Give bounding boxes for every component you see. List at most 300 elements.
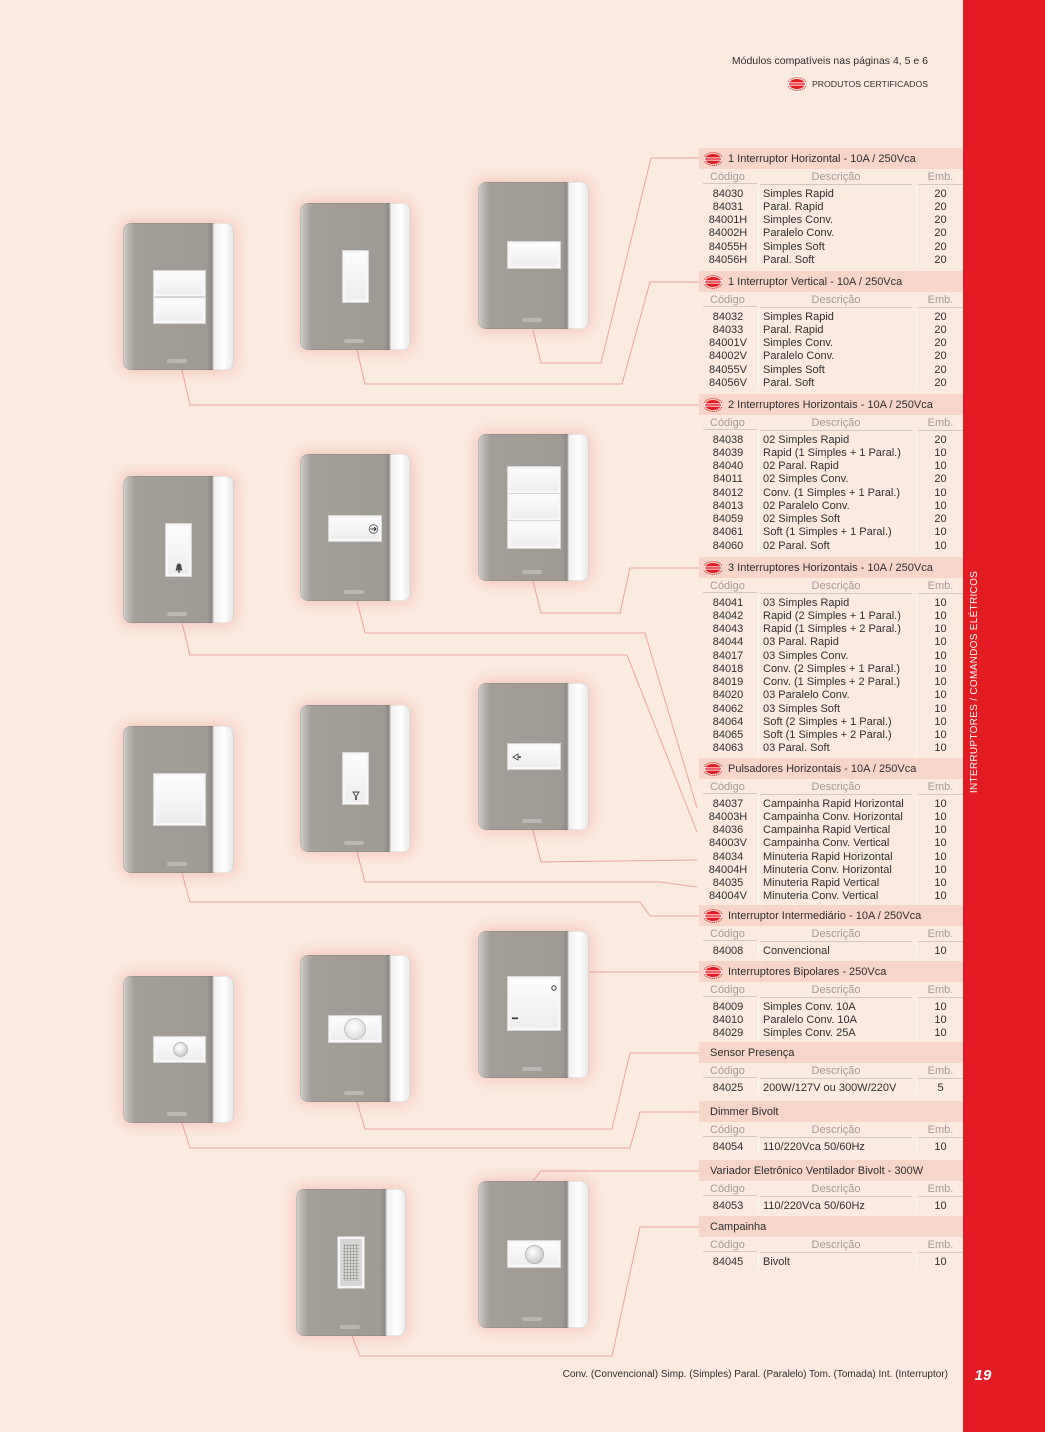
product-description: Simples Rapid: [763, 310, 834, 323]
table-row: [699, 350, 963, 363]
product-code: 84064: [712, 715, 744, 728]
pack-quantity: 20: [934, 227, 947, 240]
product-code: 84011: [713, 473, 743, 486]
section-header: [699, 557, 963, 578]
pack-quantity: 10: [934, 1027, 947, 1039]
product-description: 03 Simples Rapid: [763, 596, 850, 609]
pack-quantity: 10: [934, 499, 947, 512]
product-description: 03 Paral. Rapid: [763, 636, 839, 649]
section-title: 1 Interruptor Horizontal - 10A / 250Vca: [728, 152, 916, 165]
brand-mark-icon: [522, 1317, 542, 1321]
column-header-pack: Emb.: [918, 1124, 963, 1138]
product-code: 84032: [712, 310, 744, 323]
pack-quantity: 10: [934, 460, 947, 472]
pack-quantity: 10: [934, 1255, 947, 1268]
product-table: [699, 1101, 963, 1154]
column-header-pack: Emb.: [918, 781, 963, 795]
connector-line: [182, 370, 699, 405]
column-header-code: Código: [703, 1065, 757, 1078]
plate-intermediate-switch: [123, 726, 234, 873]
connector-line: [182, 623, 697, 832]
product-description: 02 Paralelo Conv.: [763, 499, 850, 512]
brand-mark-icon: [344, 590, 364, 594]
section-header: [699, 905, 963, 926]
table-row: [699, 1001, 963, 1014]
product-code: 84013: [712, 499, 744, 512]
table-row: [699, 337, 963, 350]
column-header-row: [699, 1122, 963, 1139]
column-header-pack: Emb.: [918, 294, 963, 308]
plate-horizontal-pushbutton: [300, 454, 411, 601]
product-code: 84001H: [708, 214, 748, 226]
product-table: [699, 1160, 963, 1213]
connector-line: [357, 852, 697, 887]
section-header: [699, 961, 963, 982]
pack-quantity: 10: [934, 526, 947, 539]
pack-quantity: 20: [934, 433, 947, 446]
product-code: 84043: [712, 623, 744, 635]
product-code: 84033: [712, 323, 744, 336]
table-row: [699, 254, 963, 267]
column-header-code: Código: [703, 294, 757, 307]
product-description: 02 Paral. Soft: [763, 539, 830, 552]
pack-quantity: 10: [934, 636, 947, 649]
table-row: [699, 890, 963, 903]
knob-icon: [525, 1245, 544, 1264]
column-header-pack: Emb.: [918, 580, 963, 594]
product-description: 02 Simples Soft: [763, 513, 841, 525]
pack-quantity: 20: [934, 240, 947, 253]
certification-seal-icon: [703, 398, 723, 412]
brand-mark-icon: [340, 1325, 360, 1329]
plate-horizontal-timer-button: [478, 683, 589, 830]
pack-quantity: 20: [934, 253, 947, 266]
product-code: 84060: [712, 539, 744, 552]
table-row: [699, 636, 963, 649]
product-code: 84004V: [709, 890, 747, 903]
pack-quantity: 10: [934, 810, 947, 823]
pack-quantity: 10: [934, 609, 947, 622]
product-code: 84065: [712, 729, 744, 741]
column-header-row: [699, 1063, 963, 1080]
column-header-pack: Emb.: [918, 928, 963, 942]
pack-quantity: 10: [934, 623, 947, 635]
pack-quantity: 20: [934, 310, 947, 323]
column-header-pack: Emb.: [918, 1065, 963, 1079]
table-row: [699, 597, 963, 610]
table-row: [699, 864, 963, 877]
switch-module: [507, 241, 561, 269]
product-code: 84062: [712, 702, 744, 715]
pack-quantity: 20: [934, 473, 947, 486]
table-row: [699, 650, 963, 663]
product-code: 84039: [712, 446, 744, 459]
table-row: [699, 460, 963, 473]
section-header: [699, 1160, 963, 1181]
product-description: 03 Simples Conv.: [763, 649, 849, 662]
product-code: 84010: [712, 1013, 744, 1026]
product-description: Convencional: [763, 944, 830, 957]
pack-quantity: 10: [934, 596, 947, 609]
plate-vertical-pushbutton: [123, 476, 234, 623]
product-code: 84035: [712, 877, 744, 889]
table-row: [699, 311, 963, 324]
column-header-pack: Emb.: [918, 1239, 963, 1253]
brand-mark-icon: [167, 1112, 187, 1116]
section-title: 3 Interruptores Horizontais - 10A / 250Vca: [728, 561, 933, 574]
table-row: [699, 663, 963, 676]
product-code: 84056V: [709, 376, 747, 389]
column-header-row: [699, 169, 963, 186]
product-table: [699, 557, 963, 756]
product-table: [699, 271, 963, 390]
table-body: [699, 796, 963, 904]
table-row: [699, 798, 963, 811]
switch-module: [507, 520, 561, 549]
lamp-icon: [512, 753, 522, 761]
product-code: 84056H: [708, 253, 748, 266]
product-description: Paralelo Conv. 10A: [763, 1013, 857, 1026]
column-header-code: Código: [703, 1239, 757, 1252]
pack-quantity: 5: [937, 1081, 944, 1094]
product-code: 84059: [712, 513, 744, 525]
product-description: Rapid (1 Simples + 2 Paral.): [763, 623, 901, 635]
product-code: 84003H: [708, 810, 748, 823]
pack-quantity: 10: [934, 689, 947, 702]
certification-seal-icon: [703, 152, 723, 166]
brand-mark-icon: [522, 819, 542, 823]
product-description: Soft (2 Simples + 1 Paral.): [763, 715, 892, 728]
section-title: Sensor Presença: [710, 1046, 795, 1059]
table-row: [699, 837, 963, 850]
pack-quantity: 10: [934, 446, 947, 459]
column-header-description: Descrição: [760, 1183, 912, 1197]
table-row: [699, 716, 963, 729]
table-row: [699, 742, 963, 755]
product-description: Campainha Conv. Vertical: [763, 837, 890, 850]
table-row: [699, 1027, 963, 1040]
product-description: 03 Paralelo Conv.: [763, 689, 850, 702]
product-table: [699, 905, 963, 958]
section-header: [699, 758, 963, 779]
table-body: [699, 1080, 963, 1095]
product-description: Simples Conv.: [763, 337, 834, 349]
product-code: 84002H: [708, 227, 748, 240]
column-header-description: Descrição: [760, 294, 912, 308]
product-table: [699, 758, 963, 904]
pushbutton-module: [165, 523, 192, 577]
table-row: [699, 729, 963, 742]
table-body: [699, 999, 963, 1040]
plate-presence-sensor: [300, 955, 411, 1102]
pack-quantity: 20: [934, 350, 947, 363]
pack-quantity: 10: [934, 676, 947, 688]
pack-quantity: 10: [934, 649, 947, 662]
table-row: [699, 610, 963, 623]
product-code: 84054: [712, 1140, 744, 1153]
column-header-description: Descrição: [760, 781, 912, 795]
plate-two-horizontal-switches: [123, 223, 234, 370]
dimmer-module: [153, 1036, 206, 1063]
switch-module: [153, 297, 206, 324]
table-body: [699, 1254, 963, 1269]
pushbutton-module: [342, 752, 369, 805]
product-description: Conv. (2 Simples + 1 Paral.): [763, 662, 901, 675]
pack-quantity: 20: [934, 337, 947, 349]
table-row: [699, 945, 963, 958]
brand-mark-icon: [344, 1091, 364, 1095]
table-row: [699, 227, 963, 240]
product-description: Bivolt: [763, 1255, 790, 1268]
plate-dimmer: [123, 976, 234, 1123]
pack-quantity: 10: [934, 797, 947, 810]
pack-quantity: 20: [934, 187, 947, 200]
certification-seal-icon: [703, 275, 723, 289]
product-description: Conv. (1 Simples + 1 Paral.): [763, 486, 901, 499]
table-body: [699, 595, 963, 756]
section-header: [699, 1101, 963, 1122]
column-header-code: Código: [703, 580, 757, 593]
column-header-row: [699, 1237, 963, 1254]
product-description: Minuteria Rapid Vertical: [763, 877, 880, 889]
sensor-dome-icon: [344, 1018, 366, 1040]
table-row: [699, 434, 963, 447]
certification-seal-icon: [703, 762, 723, 776]
pack-quantity: 20: [934, 214, 947, 226]
table-row: [699, 540, 963, 553]
abbreviations-legend: Conv. (Convencional) Simp. (Simples) Paral. (Paralelo) Tom. (Tomada) Int. (Interruptor): [562, 1369, 948, 1380]
product-code: 84036: [712, 824, 744, 836]
pack-quantity: 10: [934, 877, 947, 889]
product-code: 84019: [712, 676, 744, 688]
table-row: [699, 241, 963, 254]
section-title: Campainha: [710, 1220, 767, 1233]
product-description: Simples Conv. 25A: [763, 1027, 856, 1039]
table-row: [699, 487, 963, 500]
table-body: [699, 943, 963, 958]
pack-quantity: 10: [934, 715, 947, 728]
section-header: [699, 148, 963, 169]
pack-quantity: 10: [934, 1140, 947, 1153]
side-tab-label: INTERRUPTORES / COMANDOS ELÉTRICOS: [969, 570, 980, 794]
pack-quantity: 10: [934, 729, 947, 741]
column-header-row: [699, 926, 963, 943]
pack-quantity: 10: [934, 702, 947, 715]
product-code: 84045: [712, 1255, 744, 1268]
column-header-row: [699, 982, 963, 999]
column-header-code: Código: [703, 417, 757, 430]
table-row: [699, 500, 963, 513]
column-header-description: Descrição: [760, 1239, 912, 1253]
product-description: Simples Conv. 10A: [763, 1000, 856, 1013]
column-header-pack: Emb.: [918, 171, 963, 185]
section-header: [699, 1216, 963, 1237]
pack-quantity: 20: [934, 200, 947, 213]
column-header-description: Descrição: [760, 984, 912, 998]
plate-vertical-timer-button: [300, 705, 411, 852]
table-row: [699, 689, 963, 702]
pack-quantity: 10: [934, 662, 947, 675]
section-header: [699, 1042, 963, 1063]
brand-mark-icon: [167, 359, 187, 363]
product-code: 84029: [712, 1027, 744, 1039]
plate-bipolar-switch: [478, 931, 589, 1078]
product-code: 84001V: [709, 337, 747, 349]
switch-module: [342, 250, 369, 303]
certification-seal-icon: [703, 561, 723, 575]
table-row: [699, 447, 963, 460]
pack-quantity: 10: [934, 742, 947, 755]
table-row: [699, 473, 963, 486]
connector-line: [182, 873, 699, 916]
brand-mark-icon: [522, 570, 542, 574]
column-header-code: Código: [703, 928, 757, 941]
column-header-code: Código: [703, 1183, 757, 1196]
brand-mark-icon: [167, 862, 187, 866]
certification-seal-icon: [787, 77, 807, 91]
table-row: [699, 201, 963, 214]
column-header-row: [699, 292, 963, 309]
product-code: 84055V: [709, 363, 747, 376]
pack-quantity: 10: [934, 1000, 947, 1013]
product-description: 200W/127V ou 300W/220V: [763, 1081, 897, 1094]
product-table: [699, 148, 963, 267]
knob-icon: [173, 1042, 188, 1057]
table-row: [699, 513, 963, 526]
product-description: Simples Rapid: [763, 187, 834, 200]
column-header-description: Descrição: [760, 580, 912, 594]
product-description: Soft (1 Simples + 1 Paral.): [763, 526, 892, 539]
sensor-module: [328, 1015, 382, 1043]
product-code: 84009: [712, 1000, 744, 1013]
product-code: 84037: [712, 797, 744, 810]
pack-quantity: 20: [934, 513, 947, 525]
section-title: 2 Interruptores Horizontais - 10A / 250Vca: [728, 398, 933, 411]
column-header-description: Descrição: [760, 1065, 912, 1079]
table-row: [699, 811, 963, 824]
lamp-icon: [352, 791, 360, 801]
column-header-code: Código: [703, 171, 757, 184]
certification-seal-icon: [703, 965, 723, 979]
pack-quantity: 10: [934, 539, 947, 552]
arrow-icon: [368, 524, 379, 534]
product-description: Minuteria Rapid Horizontal: [763, 850, 893, 863]
product-code: 84055H: [708, 240, 748, 253]
brand-mark-icon: [344, 339, 364, 343]
table-row: [699, 877, 963, 890]
brand-mark-icon: [167, 612, 187, 616]
section-header: [699, 271, 963, 292]
product-code: 84012: [712, 486, 744, 499]
table-row: [699, 851, 963, 864]
product-code: 84030: [712, 187, 744, 200]
pack-quantity: 10: [934, 1199, 947, 1212]
table-row: [699, 324, 963, 337]
pack-quantity: 10: [934, 1013, 947, 1026]
column-header-code: Código: [703, 781, 757, 794]
section-title: Dimmer Bivolt: [710, 1105, 779, 1118]
product-table: [699, 1042, 963, 1095]
product-code: 84018: [712, 662, 744, 675]
plate-doorbell: [296, 1189, 406, 1336]
column-header-description: Descrição: [760, 1124, 912, 1138]
product-code: 84025: [712, 1081, 744, 1094]
product-code: 84042: [712, 609, 744, 622]
pack-quantity: 10: [934, 486, 947, 499]
product-code: 84003V: [709, 837, 747, 850]
brand-mark-icon: [522, 318, 542, 322]
product-table: [699, 1216, 963, 1269]
plate-one-horizontal-switch: [478, 182, 589, 329]
product-description: Soft (1 Simples + 2 Paral.): [763, 729, 892, 741]
product-description: Rapid (1 Simples + 1 Paral.): [763, 446, 901, 459]
fan-controller-module: [507, 1240, 561, 1268]
certified-products-text: PRODUTOS CERTIFICADOS: [811, 79, 928, 89]
product-code: 84034: [712, 850, 744, 863]
pack-quantity: 10: [934, 944, 947, 957]
doorbell-module: [337, 1236, 365, 1289]
pack-quantity: 20: [934, 323, 947, 336]
plate-three-horizontal-switches: [478, 434, 589, 581]
column-header-row: [699, 415, 963, 432]
plate-fan-speed-controller: [478, 1181, 589, 1328]
pushbutton-module: [328, 515, 382, 542]
pack-quantity: 10: [934, 850, 947, 863]
product-description: Rapid (2 Simples + 1 Paral.): [763, 609, 901, 622]
compatibility-note: Módulos compatíveis nas páginas 4, 5 e 6: [731, 55, 928, 67]
on-indicator-icon: [512, 1017, 518, 1020]
section-title: Pulsadores Horizontais - 10A / 250Vca: [728, 762, 917, 775]
column-header-description: Descrição: [760, 417, 912, 431]
table-body: [699, 186, 963, 267]
table-body: [699, 309, 963, 390]
table-body: [699, 1198, 963, 1213]
table-row: [699, 1200, 963, 1213]
table-row: [699, 824, 963, 837]
product-code: 84020: [712, 689, 744, 702]
product-code: 84041: [712, 596, 744, 609]
column-header-row: [699, 1181, 963, 1198]
table-body: [699, 432, 963, 553]
product-description: Simples Soft: [763, 240, 825, 253]
brand-mark-icon: [522, 1067, 542, 1071]
table-row: [699, 526, 963, 539]
certified-products-label: [787, 77, 928, 91]
product-description: 03 Paral. Soft: [763, 742, 830, 755]
column-header-description: Descrição: [760, 171, 912, 185]
pushbutton-module: [507, 743, 561, 770]
product-description: Simples Soft: [763, 363, 825, 376]
product-description: Campainha Rapid Horizontal: [763, 797, 904, 810]
table-row: [699, 1014, 963, 1027]
table-row: [699, 676, 963, 689]
product-code: 84008: [712, 944, 744, 957]
connector-line: [533, 1171, 699, 1181]
product-description: Paral. Rapid: [763, 323, 824, 336]
section-title: Interruptor Intermediário - 10A / 250Vca: [728, 909, 922, 922]
table-row: [699, 364, 963, 377]
product-description: 110/220Vca 50/60Hz: [763, 1199, 865, 1212]
product-code: 84017: [712, 649, 744, 662]
product-code: 84038: [712, 433, 744, 446]
product-description: Simples Conv.: [763, 214, 834, 226]
switch-module: [153, 773, 206, 826]
table-row: [699, 377, 963, 390]
table-row: [699, 188, 963, 201]
product-description: Conv. (1 Simples + 2 Paral.): [763, 676, 901, 688]
product-code: 84061: [712, 526, 744, 539]
product-description: Campainha Conv. Horizontal: [763, 810, 903, 823]
